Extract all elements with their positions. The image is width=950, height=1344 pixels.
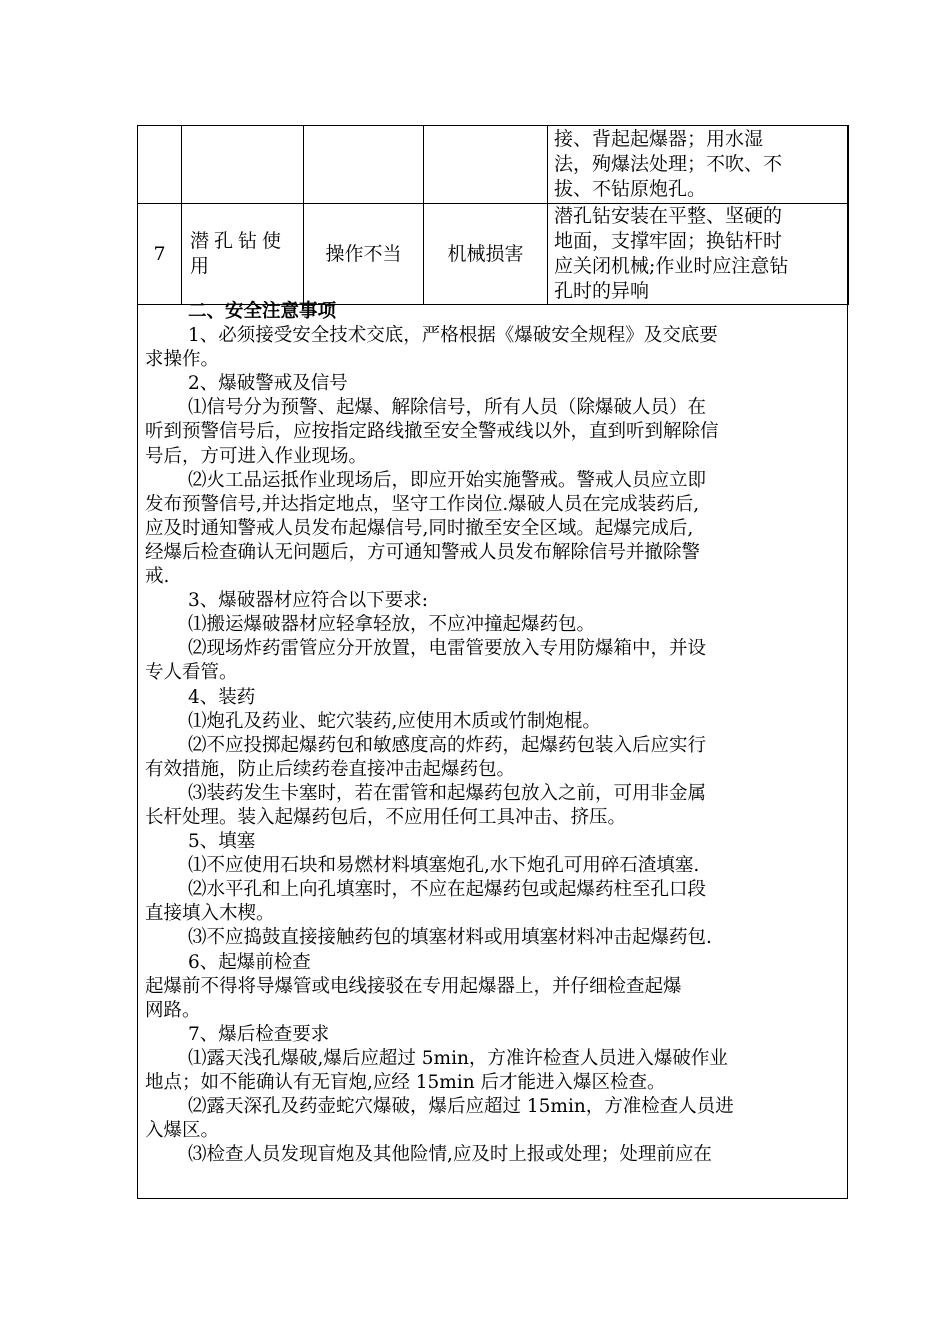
text-line: 直接填入木楔。	[145, 903, 275, 925]
activity-cell: 潜孔钻使用	[182, 204, 304, 305]
risk-table	[137, 125, 849, 305]
text-line: 7、爆后检查要求	[188, 1023, 330, 1045]
text-line: 有效措施，防止后续药卷直接冲击起爆药包。	[145, 758, 516, 780]
text-line: 经爆后检查确认无问题后，方可通知警戒人员发布解除信号并撤除警	[145, 541, 701, 563]
text-line: ⑴信号分为预警、起爆、解除信号，所有人员（除爆破人员）在	[188, 397, 707, 419]
text-line: 起爆前不得将导爆管或电线接驳在专用起爆器上，并仔细检查起爆	[145, 975, 682, 997]
text-line: 6、起爆前检查	[188, 951, 311, 973]
text-line: ⑴搬运爆破器材应轻拿轻放，不应冲撞起爆药包。	[188, 614, 596, 636]
measure-line: 应关闭机械;作业时应注意钻	[554, 255, 789, 277]
safety-notes-lines	[145, 324, 841, 1167]
accident-type-cell: 机械损害	[424, 204, 548, 305]
measures-cell	[548, 204, 849, 305]
text-line: 1、必须接受安全技术交底，严格根据《爆破安全规程》及交底要	[188, 325, 718, 347]
text-line: ⑴不应使用石块和易燃材料填塞炮孔,水下炮孔可用碎石渣填塞.	[188, 855, 700, 877]
section-title: 二、安全注意事项	[188, 301, 337, 322]
text-line: 3、爆破器材应符合以下要求:	[188, 590, 429, 612]
safety-notes-body	[145, 300, 841, 1167]
table-row	[138, 126, 849, 204]
text-line: ⑵水平孔和上向孔填塞时，不应在起爆药包或起爆药柱至孔口段	[188, 879, 707, 901]
measure-line: 潜孔钻安装在平整、坚硬的	[554, 205, 783, 227]
row-number-cell	[138, 126, 182, 204]
measure-line: 孔时的异响	[554, 280, 650, 302]
text-line: 入爆区。	[145, 1120, 220, 1142]
measure-line: 地面，支撑牢固；换钻杆时	[554, 230, 783, 252]
text-line: ⑵现场炸药雷管应分开放置，电雷管要放入专用防爆箱中，并设	[188, 638, 707, 660]
text-line: 号后，方可进入作业现场。	[145, 445, 368, 467]
text-line: 地点；如不能确认有无盲炮,应经 15min 后才能进入爆区检查。	[145, 1072, 666, 1093]
text-line: ⑵不应投掷起爆药包和敏感度高的炸药，起爆药包装入后应实行	[188, 734, 707, 756]
hazard-factor-cell: 操作不当	[304, 204, 424, 305]
text-line: 发布预警信号,并达指定地点，坚守工作岗位.爆破人员在完成装药后,	[145, 493, 700, 515]
text-line: 长杆处理。装入起爆药包后，不应用任何工具冲击、挤压。	[145, 806, 627, 828]
accident-type-cell	[424, 126, 548, 204]
text-line: 2、爆破警戒及信号	[188, 373, 348, 395]
text-line: ⑶不应捣鼓直接接触药包的填塞材料或用填塞材料冲击起爆药包.	[188, 927, 712, 949]
text-line: ⑶装药发生卡塞时，若在雷管和起爆药包放入之前，可用非金属	[188, 782, 707, 804]
text-line: ⑶检查人员发现盲炮及其他险情,应及时上报或处理；处理前应在	[188, 1144, 712, 1166]
measure-line: 接、背起起爆器；用水湿	[554, 128, 764, 150]
activity-cell	[182, 126, 304, 204]
text-line: 戒.	[145, 566, 170, 588]
text-line: 求操作。	[145, 349, 220, 371]
text-line: ⑴炮孔及药业、蛇穴装药,应使用木质或竹制炮棍。	[188, 710, 601, 732]
measures-cell	[548, 126, 849, 204]
text-line: 听到预警信号后，应按指定路线撤至安全警戒线以外，直到听到解除信	[145, 421, 719, 443]
text-line: ⑵露天深孔及药壶蛇穴爆破，爆后应超过 15min，方准检查人员进	[188, 1096, 734, 1118]
text-line: ⑵火工品运抵作业现场后，即应开始实施警戒。警戒人员应立即	[188, 469, 707, 491]
row-number-cell: 7	[138, 204, 182, 305]
text-line: 5、填塞	[188, 831, 256, 853]
measure-line: 法，殉爆法处理；不吹、不	[554, 153, 783, 175]
text-line: ⑴露天浅孔爆破,爆后应超过 5min，方准许检查人员进入爆破作业	[188, 1047, 728, 1069]
hazard-factor-cell	[304, 126, 424, 204]
measure-line: 拔、不钻原炮孔。	[554, 178, 707, 200]
table-row	[138, 204, 849, 305]
text-line: 应及时通知警戒人员发布起爆信号,同时撤至安全区域。起爆完成后,	[145, 517, 694, 539]
text-line: 4、装药	[188, 686, 256, 708]
text-line: 网路。	[145, 999, 201, 1021]
text-line: 专人看管。	[145, 662, 238, 684]
